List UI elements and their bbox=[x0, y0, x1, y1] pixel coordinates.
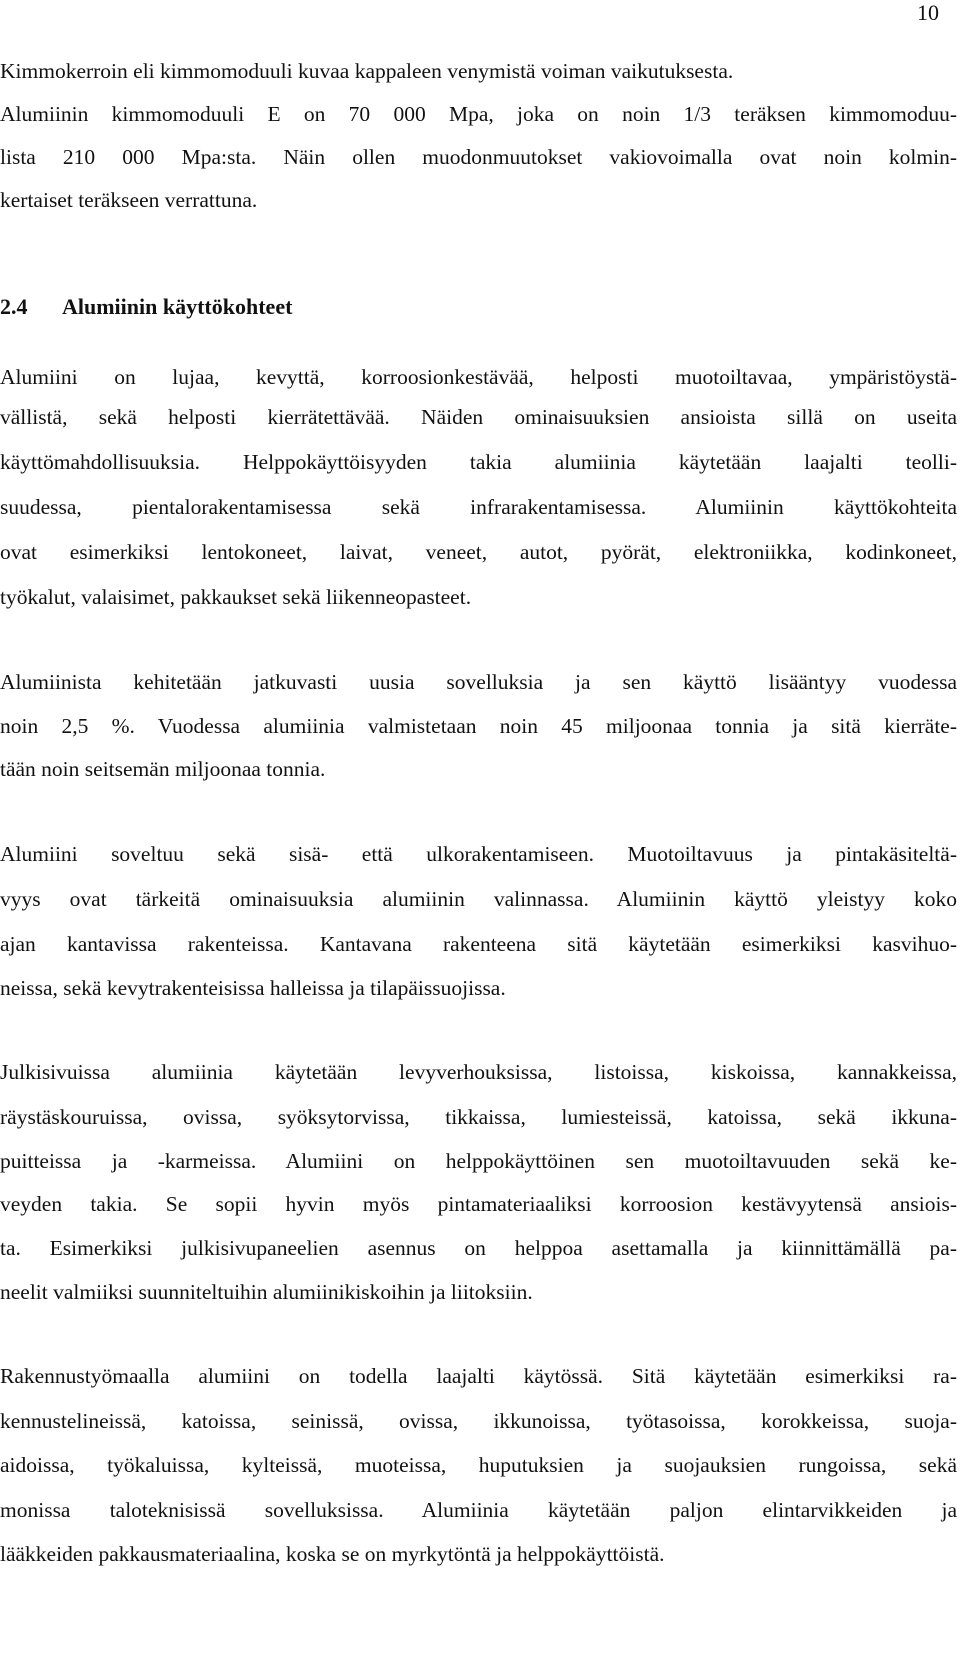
text-line-content: noin 2,5 %. Vuodessa alumiinia valmistetaan noin 45 miljoonaa tonnia ja sitä kierräte- bbox=[0, 714, 957, 738]
text-line-content: puitteissa ja -karmeissa. Alumiini on helppokäyttöinen sen muotoiltavuuden sekä ke- bbox=[0, 1149, 957, 1173]
text-line-content: käyttömahdollisuuksia. Helppokäyttöisyyden takia alumiinia käytetään laajalti teolli- bbox=[0, 450, 957, 474]
text-line-content: aidoissa, työkaluissa, kylteissä, muoteissa, huputuksien ja suojauksien rungoissa, sekä bbox=[0, 1453, 957, 1477]
text-line-content: kennustelineissä, katoissa, seinissä, ovissa, ikkunoissa, työtasoissa, korokkeissa, suoja- bbox=[0, 1409, 957, 1433]
text-line bbox=[0, 1452, 957, 1478]
page-number: 10 bbox=[917, 0, 939, 25]
text-line bbox=[0, 364, 957, 390]
text-line-content: suudessa, pientalorakentamisessa sekä infrarakentamisessa. Alumiinin käyttökohteita bbox=[0, 495, 957, 519]
text-line bbox=[0, 975, 506, 1001]
text-line bbox=[0, 584, 471, 610]
section-title: Alumiinin käyttökohteet bbox=[62, 294, 293, 319]
text-line bbox=[0, 449, 957, 475]
text-line bbox=[0, 1363, 957, 1389]
text-line-content: lista 210 000 Mpa:sta. Näin ollen muodonmuutokset vakiovoimalla ovat noin kolmin- bbox=[0, 145, 957, 169]
text-line-content: monissa taloteknisissä sovelluksissa. Alumiinia käytetään paljon elintarvikkeiden ja bbox=[0, 1498, 957, 1522]
text-line bbox=[0, 1191, 957, 1217]
text-line-content: kertaiset teräkseen verrattuna. bbox=[0, 188, 258, 212]
text-line bbox=[0, 886, 957, 912]
text-line bbox=[0, 669, 957, 695]
text-line bbox=[0, 1497, 957, 1523]
text-line-content: lääkkeiden pakkausmateriaalina, koska se on myrkytöntä ja helppokäyttöistä. bbox=[0, 1542, 665, 1566]
text-line bbox=[0, 187, 257, 213]
text-line bbox=[0, 1104, 957, 1130]
text-line bbox=[0, 101, 957, 127]
text-line bbox=[0, 494, 957, 520]
text-line-content: ta. Esimerkiksi julkisivupaneelien asennus on helppoa asettamalla ja kiinnittämällä pa- bbox=[0, 1236, 957, 1260]
section-number: 2.4 bbox=[0, 294, 28, 319]
text-line bbox=[0, 144, 957, 170]
text-line bbox=[0, 1279, 533, 1305]
text-line-content: Kimmokerroin eli kimmomoduuli kuvaa kappaleen venymistä voiman vaikutuksesta. bbox=[0, 59, 734, 83]
text-line bbox=[0, 58, 733, 84]
text-line-content: räystäskouruissa, ovissa, syöksytorvissa, tikkaissa, lumiesteissä, katoissa, sekä ikkuna- bbox=[0, 1105, 957, 1129]
text-line bbox=[0, 841, 957, 867]
text-line-content: Alumiinista kehitetään jatkuvasti uusia sovelluksia ja sen käyttö lisääntyy vuodessa bbox=[0, 670, 957, 694]
text-line-content: Alumiini on lujaa, kevyttä, korroosionkestävää, helposti muotoiltavaa, ympäristöystä- bbox=[0, 365, 957, 389]
text-line bbox=[0, 1059, 957, 1085]
text-line bbox=[0, 539, 957, 565]
text-line bbox=[0, 1408, 957, 1434]
text-line bbox=[0, 1541, 665, 1567]
text-line bbox=[0, 404, 957, 430]
text-line bbox=[0, 1235, 957, 1261]
text-line-content: Alumiinin kimmomoduuli E on 70 000 Mpa, joka on noin 1/3 teräksen kimmomoduu- bbox=[0, 102, 957, 126]
text-line bbox=[0, 931, 957, 957]
text-line bbox=[0, 1148, 957, 1174]
section-heading bbox=[0, 294, 292, 320]
text-line-content: tään noin seitsemän miljoonaa tonnia. bbox=[0, 757, 326, 781]
text-line-content: Julkisivuissa alumiinia käytetään levyverhouksissa, listoissa, kiskoissa, kannakkeissa, bbox=[0, 1060, 957, 1084]
text-line-content: ovat esimerkiksi lentokoneet, laivat, veneet, autot, pyörät, elektroniikka, kodinkoneet, bbox=[0, 540, 957, 564]
text-line-content: ajan kantavissa rakenteissa. Kantavana rakenteena sitä käytetään esimerkiksi kasvihuo- bbox=[0, 932, 957, 956]
text-line-content: työkalut, valaisimet, pakkaukset sekä liikenneopasteet. bbox=[0, 585, 472, 609]
text-line-content: vyys ovat tärkeitä ominaisuuksia alumiinin valinnassa. Alumiinin käyttö yleistyy koko bbox=[0, 887, 957, 911]
text-line-content: neissa, sekä kevytrakenteisissa halleissa ja tilapäissuojissa. bbox=[0, 976, 506, 1000]
text-line-content: Rakennustyömaalla alumiini on todella laajalti käytössä. Sitä käytetään esimerkiksi ra- bbox=[0, 1364, 957, 1388]
text-line bbox=[0, 756, 325, 782]
text-line bbox=[0, 713, 957, 739]
text-line-content: neelit valmiiksi suunniteltuihin alumiinikiskoihin ja liitoksiin. bbox=[0, 1280, 533, 1304]
text-line-content: veyden takia. Se sopii hyvin myös pintamateriaaliksi korroosion kestävyytensä ansiois- bbox=[0, 1192, 957, 1216]
text-line-content: vällistä, sekä helposti kierrätettävää. Näiden ominaisuuksien ansioista sillä on useita bbox=[0, 405, 957, 429]
text-line-content: Alumiini soveltuu sekä sisä- että ulkorakentamiseen. Muotoiltavuus ja pintakäsiteltä- bbox=[0, 842, 957, 866]
